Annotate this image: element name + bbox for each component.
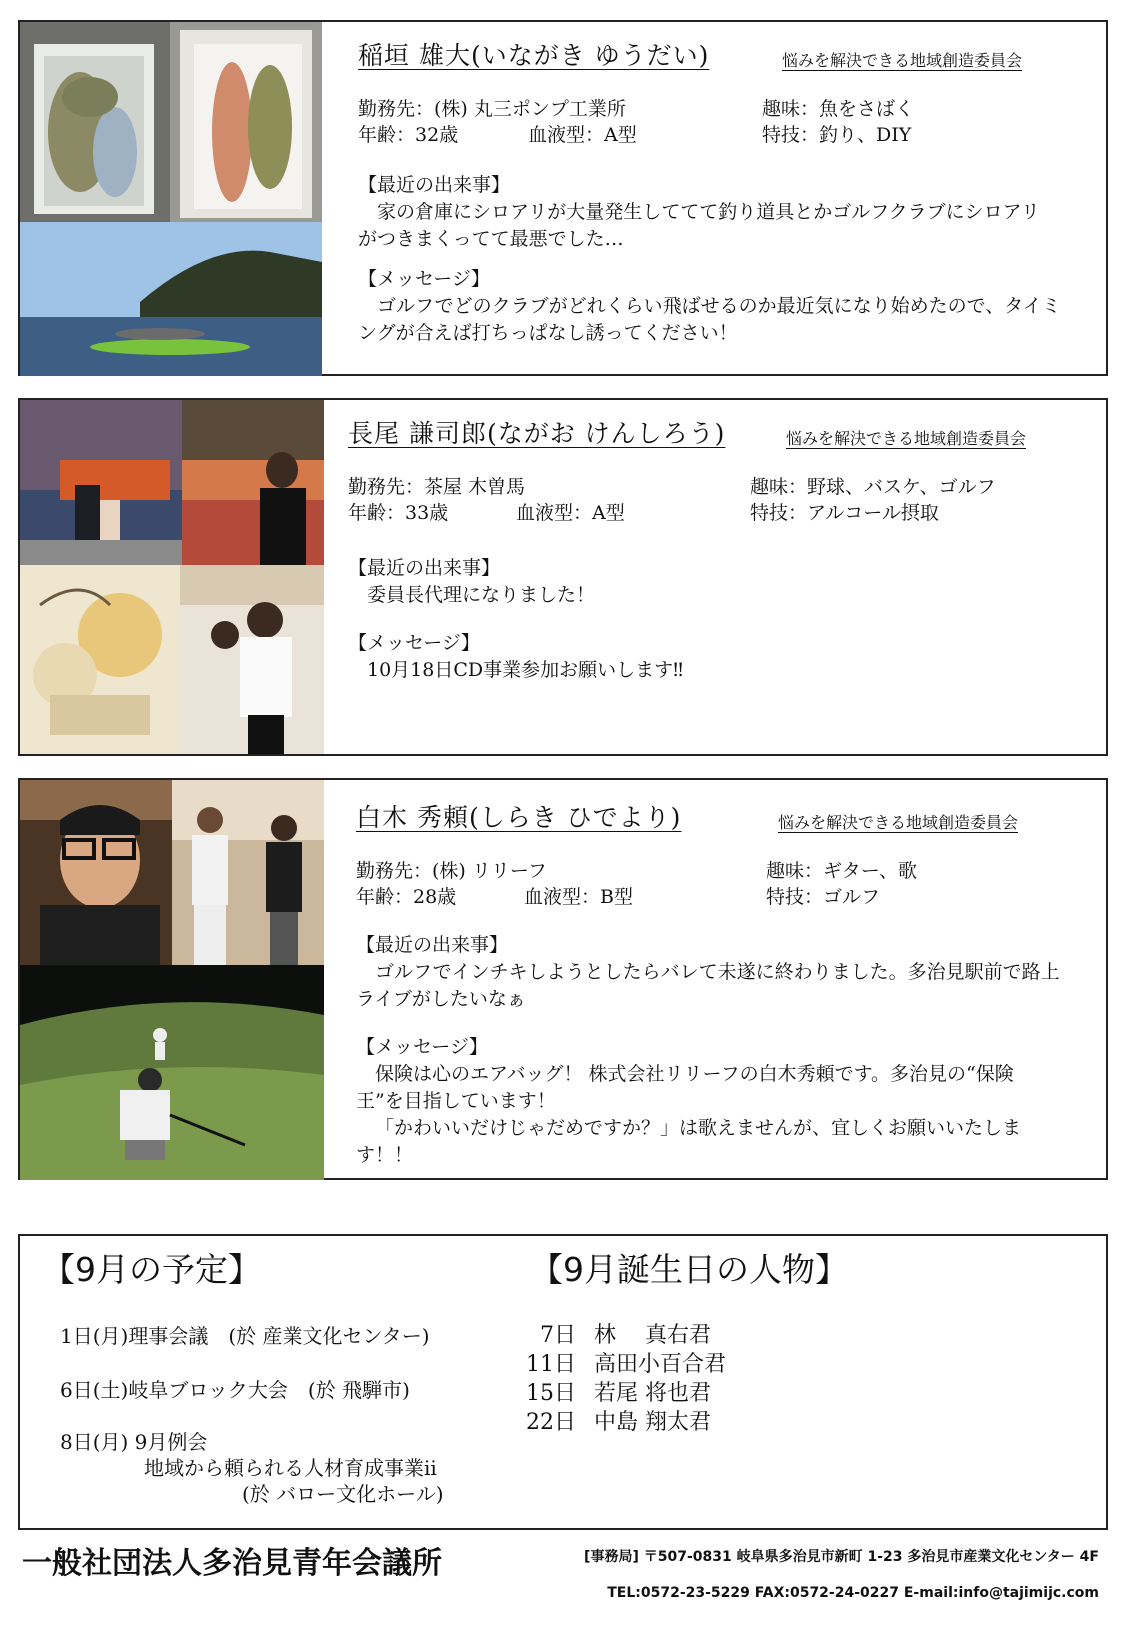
message-heading: 【メッセージ】 (358, 268, 490, 290)
photo-man-with-cutout (180, 565, 324, 754)
workplace: 勤務先：(株) 丸三ポンプ工業所 (358, 98, 626, 120)
message-text-2: 「かわいいだけじゃだめですか？」は歌えませんが、宜しくお願いいたします！！ (356, 1117, 1022, 1166)
office-address: [事務局] 〒507-0831 岐阜県多治見市新町 1-23 多治見市産業文化センター 4F (584, 1549, 1099, 1565)
hobby: 趣味：ギター、歌 (766, 860, 918, 882)
member-card-inagaki (18, 20, 1108, 376)
hobby: 趣味：野球、バスケ、ゴルフ (750, 476, 996, 498)
recent-text: 家の倉庫にシロアリが大量発生しててて釣り道具とかゴルフクラブにシロアリがつきまくってて最悪でした… (358, 201, 1040, 250)
message-text: 10月18日CD事業参加お願いします‼ (367, 659, 684, 681)
photo-man-glasses (20, 780, 172, 965)
message-text: 保険は心のエアバッグ！ 株式会社リリーフの白木秀頼です。多治見の“保険王”を目指しています！ (356, 1063, 1014, 1112)
message-heading: 【メッセージ】 (348, 632, 480, 654)
message (358, 266, 1068, 347)
schedule-item: 6日(土)岐阜ブロック大会 (於 飛騨市) (60, 1378, 410, 1402)
schedule-item: 8日(月) 9月例会 (60, 1430, 208, 1454)
skill: 特技：釣り、DIY (762, 124, 912, 146)
message (356, 1034, 1061, 1169)
birthday-title: 【9月誕生日の人物】 (530, 1250, 848, 1289)
schedule-title: 【9月の予定】 (42, 1250, 261, 1289)
recent-heading: 【最近の出来事】 (356, 934, 509, 956)
birthday-name: 若尾 将也君 (594, 1381, 711, 1406)
committee-label: 悩みを解決できる地域創造委員会 (786, 429, 1027, 448)
committee-label: 悩みを解決できる地域創造委員会 (782, 51, 1023, 70)
recent-text: ゴルフでインチキしようとしたらバレて未遂に終わりました。多治見駅前で路上ライブがしたいなぁ (356, 961, 1060, 1010)
birthday-name: 高田小百合君 (594, 1352, 727, 1377)
workplace: 勤務先：(株) リリーフ (356, 860, 547, 882)
birthday-name: 中島 翔太君 (594, 1410, 711, 1435)
recent-events (356, 932, 1061, 1013)
blood-type: 血液型：A型 (528, 124, 637, 146)
skill: 特技：ゴルフ (766, 886, 881, 908)
recent-heading: 【最近の出来事】 (348, 557, 501, 579)
photo-illustration (20, 565, 180, 754)
message-text: ゴルフでどのクラブがどれくらい飛ばせるのか最近気になり始めたので、タイミングが合えば打ちっぱなし誘ってください！ (358, 295, 1061, 344)
message (348, 630, 1048, 684)
birthday-day: 22日 (526, 1410, 576, 1435)
workplace: 勤務先：茶屋 木曽馬 (348, 476, 526, 498)
recent-text: 委員長代理になりました！ (367, 584, 596, 606)
blood-type: 血液型：A型 (516, 502, 625, 524)
schedule-item-detail: 地域から頼られる人材育成事業ⅱ (144, 1456, 437, 1480)
birthday-day: 15日 (526, 1381, 576, 1406)
hobby: 趣味：魚をさばく (762, 98, 915, 120)
organization-name: 一般社団法人多治見青年会議所 (22, 1546, 442, 1581)
birthday-row (524, 1318, 711, 1349)
committee-label: 悩みを解決できる地域創造委員会 (778, 813, 1019, 832)
photo-movie-poster (20, 400, 182, 565)
photo-fish-cooler (20, 22, 170, 222)
member-name: 長尾 謙司郎(ながお けんしろう) (348, 419, 726, 448)
recent-heading: 【最近の出来事】 (358, 174, 511, 196)
birthday-name: 林 真右君 (594, 1323, 711, 1348)
photo-night-golf (20, 965, 324, 1180)
events-box (18, 1234, 1108, 1530)
photo-fish-box (170, 22, 322, 222)
birthday-day: 11日 (526, 1352, 576, 1377)
member-name: 白木 秀頼(しらき ひでより) (356, 803, 682, 832)
schedule-item: 1日(月)理事会議 (於 産業文化センター) (60, 1324, 430, 1348)
member-card-nagao (18, 398, 1108, 756)
birthday-row (524, 1347, 726, 1378)
age: 年齢：33歳 (348, 502, 449, 524)
photo-handshake (172, 780, 324, 965)
age: 年齢：32歳 (358, 124, 459, 146)
contact-info: TEL:0572-23-5229 FAX:0572-24-0227 E-mail:info@tajimijc.com (607, 1585, 1099, 1601)
recent-events (358, 172, 1058, 253)
birthday-day: 7日 (540, 1323, 576, 1348)
member-card-shiraki (18, 778, 1108, 1180)
birthday-row (524, 1376, 711, 1407)
skill: 特技：アルコール摂取 (750, 502, 939, 524)
photo-basketball-arena (182, 400, 324, 565)
recent-events (348, 555, 1048, 609)
birthday-row (524, 1405, 711, 1436)
age: 年齢：28歳 (356, 886, 457, 908)
message-heading: 【メッセージ】 (356, 1036, 488, 1058)
schedule-item-venue: (於 バロー文化ホール) (242, 1482, 444, 1506)
photo-kayak-sea (20, 222, 322, 376)
member-name: 稲垣 雄大(いながき ゆうだい) (358, 41, 710, 70)
blood-type: 血液型：B型 (524, 886, 633, 908)
